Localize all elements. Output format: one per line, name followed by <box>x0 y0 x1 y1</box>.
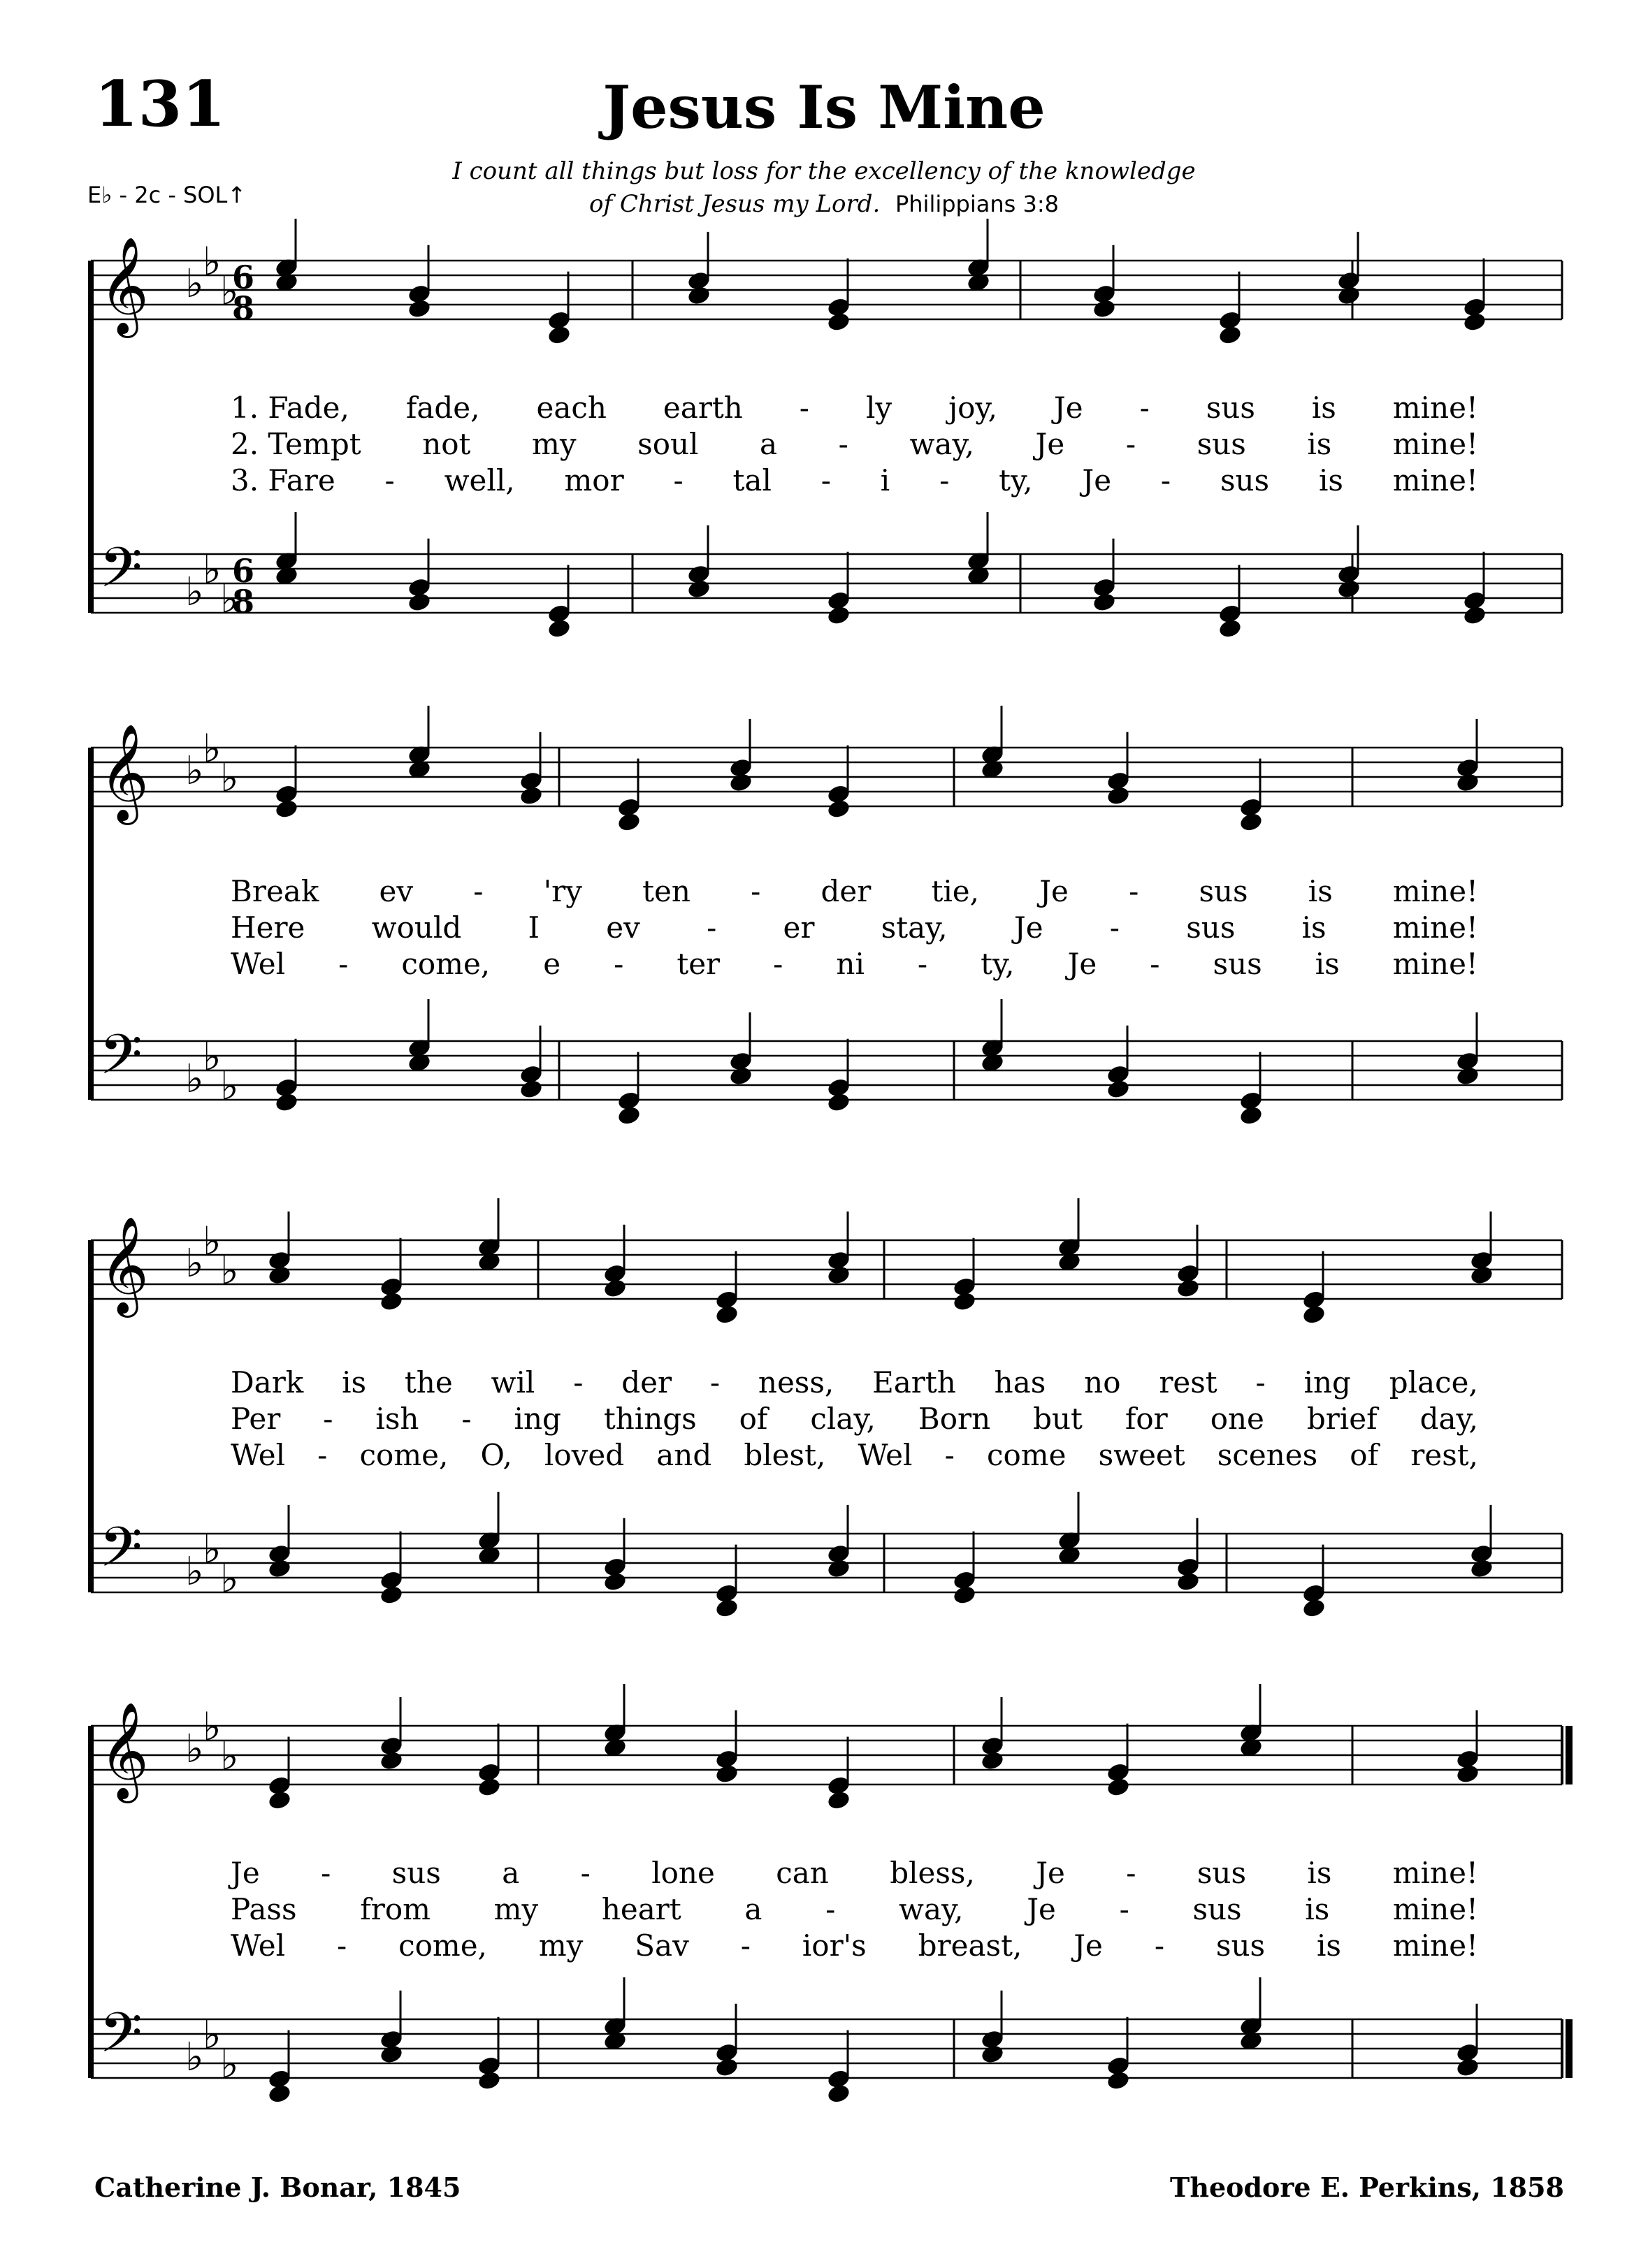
scripture-reference: Philippians 3:8 <box>895 191 1059 217</box>
lyric-syllable: well, <box>444 463 515 497</box>
lyric-syllable: sus <box>391 1856 441 1890</box>
syllable-hyphen: - <box>614 947 624 981</box>
lyric-syllable: mine! <box>1392 1856 1478 1890</box>
lyric-syllable: 3. Fare <box>231 463 335 497</box>
lyric-syllable: is <box>1301 910 1327 945</box>
time-signature-bottom: 8 <box>231 289 255 327</box>
notehead <box>1455 2056 1480 2078</box>
syllable-hyphen: - <box>917 947 928 981</box>
lyric-syllable: ty, <box>981 947 1015 981</box>
syllable-hyphen: - <box>707 910 717 945</box>
lyric-syllable: Je <box>1082 463 1112 497</box>
notehead <box>407 298 432 319</box>
bass-staff <box>91 512 1562 639</box>
syllable-hyphen: - <box>1126 1856 1136 1890</box>
syllable-hyphen: - <box>1154 1928 1165 1963</box>
lyric-syllable: Wel <box>231 1928 286 1963</box>
notehead <box>714 2056 739 2078</box>
lyric-syllable: breast, <box>918 1928 1022 1963</box>
lyric-line <box>231 1438 1478 1472</box>
lyric-syllable: Je <box>1013 910 1043 945</box>
syllable-hyphen: - <box>838 427 848 461</box>
notehead <box>686 578 711 599</box>
bass-staff <box>91 999 1562 1126</box>
lyric-syllable: way, <box>899 1892 964 1926</box>
syllable-hyphen: - <box>799 391 809 425</box>
notehead <box>728 771 753 793</box>
flat-icon: ♭ <box>203 239 222 285</box>
lyric-syllable: Je <box>1027 1892 1056 1926</box>
lyric-syllable: come, <box>401 947 491 981</box>
notehead <box>267 1557 292 1579</box>
lyric-syllable: sus <box>1213 947 1262 981</box>
bass-clef-icon: 𝄢 <box>99 535 143 613</box>
lyric-syllable: has <box>994 1365 1046 1400</box>
notehead <box>826 311 851 333</box>
lyric-syllable: for <box>1125 1402 1168 1436</box>
flat-icon: ♭ <box>203 1219 222 1265</box>
lyric-syllable: way, <box>909 427 974 461</box>
lyric-syllable: is <box>1308 874 1333 908</box>
notehead <box>1455 1763 1480 1784</box>
notehead <box>1469 1557 1494 1579</box>
syllable-hyphen: - <box>384 463 395 497</box>
lyric-syllable: sus <box>1192 1892 1242 1926</box>
lyric-syllable: mine! <box>1392 1892 1478 1926</box>
lyric-syllable: bless, <box>890 1856 975 1890</box>
lyric-syllable: a <box>760 427 778 461</box>
lyric-syllable: ev <box>379 874 414 908</box>
flat-icon: ♭ <box>203 2012 222 2058</box>
lyric-syllable: heart <box>601 1892 681 1926</box>
syllable-hyphen: - <box>821 463 831 497</box>
flat-icon: ♭ <box>203 547 222 593</box>
flat-icon: ♭ <box>203 1034 222 1080</box>
notehead <box>1469 1264 1494 1286</box>
lyric-syllable: place, <box>1389 1365 1478 1400</box>
syllable-hyphen: - <box>825 1892 836 1926</box>
epigraph-text-1: I count all things but loss for the excellency of the knowledge <box>452 157 1196 185</box>
epigraph-line-1 <box>0 159 1648 183</box>
lyric-syllable: is <box>1305 1892 1330 1926</box>
flat-icon: ♭ <box>203 726 222 772</box>
syllable-hyphen: - <box>336 1928 347 1963</box>
lyric-syllable: ish <box>375 1402 419 1436</box>
lyric-syllable: 1. Fade, <box>231 391 349 425</box>
lyric-syllable: of <box>739 1402 768 1436</box>
lyric-syllable: lone <box>651 1856 715 1890</box>
notehead <box>267 1264 292 1286</box>
lyric-syllable: sus <box>1199 874 1248 908</box>
notehead <box>1336 284 1361 306</box>
lyric-syllable: things <box>603 1402 697 1436</box>
notehead <box>519 785 544 806</box>
bass-staff <box>91 1977 1562 2105</box>
syllable-hyphen: - <box>461 1402 472 1436</box>
lyric-syllable: mor <box>564 463 624 497</box>
notehead <box>826 798 851 820</box>
syllable-hyphen: - <box>317 1438 328 1472</box>
notehead <box>379 1750 404 1771</box>
lyric-syllable: ness, <box>758 1365 834 1400</box>
notehead <box>1336 578 1361 599</box>
lyric-syllable: Dark <box>231 1365 304 1400</box>
syllable-hyphen: - <box>740 1928 751 1963</box>
lyric-syllable: sus <box>1197 427 1246 461</box>
notehead <box>1106 785 1131 806</box>
epigraph-text-2: of Christ Jesus my Lord. <box>589 190 881 218</box>
lyric-line <box>231 1856 1478 1890</box>
lyric-syllable: 2. Tempt <box>231 427 361 461</box>
bass-clef-icon: 𝄢 <box>99 2000 143 2079</box>
treble-staff <box>91 219 1562 346</box>
treble-staff <box>91 1198 1562 1325</box>
notehead <box>952 1584 977 1606</box>
lyric-syllable: come, <box>398 1928 487 1963</box>
lyric-line <box>231 1892 1478 1926</box>
treble-clef-icon: 𝄞 <box>99 1216 149 1314</box>
lyric-syllable: ing <box>1303 1365 1351 1400</box>
syllable-hyphen: - <box>321 1856 331 1890</box>
lyric-syllable: brief <box>1306 1402 1378 1436</box>
lyric-line <box>231 910 1478 945</box>
lyric-syllable: would <box>371 910 462 945</box>
notehead <box>826 1091 851 1113</box>
syllable-hyphen: - <box>1150 947 1160 981</box>
notehead <box>826 2083 851 2105</box>
lyric-syllable: is <box>1307 1856 1332 1890</box>
notehead <box>602 1571 628 1592</box>
flat-icon: ♭ <box>203 1704 222 1750</box>
lyric-syllable: joy, <box>948 391 997 425</box>
notehead <box>1092 298 1117 319</box>
lyric-syllable: ter <box>677 947 721 981</box>
music-credit: Theodore E. Perkins, 1858 <box>1170 2172 1564 2203</box>
lyric-syllable: rest, <box>1410 1438 1478 1472</box>
syllable-hyphen: - <box>944 1438 955 1472</box>
flat-icon: ♭ <box>220 755 239 801</box>
lyric-syllable: of <box>1350 1438 1379 1472</box>
notehead <box>1106 1776 1131 1798</box>
lyric-syllable: e <box>543 947 561 981</box>
flat-icon: ♭ <box>185 1241 204 1286</box>
epigraph-line-2 <box>0 192 1648 216</box>
treble-clef-icon: 𝄞 <box>99 724 149 821</box>
syllable-hyphen: - <box>1139 391 1150 425</box>
syllable-hyphen: - <box>338 947 349 981</box>
notehead <box>1462 604 1487 626</box>
lyric-syllable: Je <box>1067 947 1097 981</box>
lyric-syllable: Break <box>231 874 319 908</box>
notehead <box>826 1557 851 1579</box>
lyric-syllable: ev <box>606 910 640 945</box>
lyric-syllable: from <box>360 1892 431 1926</box>
lyric-syllable: mine! <box>1392 1928 1478 1963</box>
lyric-syllable: Wel <box>231 1438 286 1472</box>
lyric-syllable: mine! <box>1392 427 1478 461</box>
lyric-syllable: der <box>621 1365 672 1400</box>
flat-icon: ♭ <box>220 1248 239 1294</box>
lyric-syllable: one <box>1210 1402 1264 1436</box>
lyric-syllable: Earth <box>872 1365 956 1400</box>
notehead <box>379 1584 404 1606</box>
syllable-hyphen: - <box>709 1365 721 1400</box>
notehead <box>547 324 572 346</box>
lyric-line <box>231 1365 1478 1400</box>
lyric-syllable: Per <box>231 1402 281 1436</box>
lyric-syllable: come, <box>359 1438 449 1472</box>
flat-icon: ♭ <box>220 576 239 623</box>
time-signature-top: 6 <box>231 259 255 296</box>
lyric-syllable: er <box>783 910 815 945</box>
lyric-syllable: sus <box>1186 910 1236 945</box>
lyric-syllable: O, <box>480 1438 512 1472</box>
lyric-syllable: each <box>536 391 607 425</box>
notehead <box>616 1105 642 1126</box>
lyric-syllable: clay, <box>810 1402 876 1436</box>
syllable-hyphen: - <box>1255 1365 1266 1400</box>
notehead <box>602 1277 628 1299</box>
lyric-syllable: but <box>1033 1402 1083 1436</box>
lyric-syllable: soul <box>637 427 699 461</box>
notehead <box>952 1291 977 1312</box>
lyric-syllable: 'ry <box>543 874 582 908</box>
notehead <box>1301 1597 1327 1619</box>
lyric-syllable: I <box>528 910 540 945</box>
notehead <box>1462 311 1487 333</box>
lyric-syllable: Sav <box>635 1928 689 1963</box>
lyric-syllable: mine! <box>1392 391 1478 425</box>
syllable-hyphen: - <box>473 874 484 908</box>
flat-icon: ♭ <box>185 1727 204 1772</box>
notehead <box>714 1763 739 1784</box>
notehead <box>267 1789 292 1811</box>
lyric-syllable: ly <box>865 391 892 425</box>
words-credit: Catherine J. Bonar, 1845 <box>94 2172 461 2203</box>
syllable-hyphen: - <box>1109 910 1120 945</box>
syllable-hyphen: - <box>751 874 761 908</box>
lyric-syllable: tie, <box>931 874 980 908</box>
lyric-syllable: is <box>1317 1928 1341 1963</box>
notehead <box>1106 1078 1131 1100</box>
syllable-hyphen: - <box>1119 1892 1129 1926</box>
notehead <box>714 1304 739 1325</box>
notehead <box>826 604 851 626</box>
flat-icon: ♭ <box>220 1733 239 1780</box>
notehead <box>1106 2070 1131 2091</box>
lyric-syllable: a <box>502 1856 520 1890</box>
syllable-hyphen: - <box>323 1402 333 1436</box>
flat-icon: ♭ <box>185 261 204 307</box>
lyric-line <box>231 427 1478 461</box>
lyric-syllable: is <box>342 1365 367 1400</box>
treble-staff <box>91 706 1562 833</box>
flat-icon: ♭ <box>220 1556 239 1602</box>
lyric-syllable: mine! <box>1392 947 1478 981</box>
lyric-syllable: not <box>422 427 471 461</box>
notehead <box>274 1091 299 1113</box>
notehead <box>1176 1571 1201 1592</box>
lyric-syllable: my <box>532 427 577 461</box>
notehead <box>1301 1304 1327 1325</box>
lyric-syllable: no <box>1084 1365 1121 1400</box>
notehead <box>686 284 711 306</box>
lyric-syllable: mine! <box>1392 910 1478 945</box>
lyric-syllable: my <box>538 1928 584 1963</box>
notehead <box>1238 811 1264 833</box>
syllable-hyphen: - <box>1129 874 1139 908</box>
syllable-hyphen: - <box>939 463 950 497</box>
lyric-line <box>231 874 1478 908</box>
lyric-syllable: sus <box>1215 1928 1266 1963</box>
lyric-syllable: is <box>1315 947 1340 981</box>
syllable-hyphen: - <box>773 947 783 981</box>
lyric-syllable: mine! <box>1392 874 1478 908</box>
lyric-syllable: ten <box>642 874 691 908</box>
notehead <box>826 1789 851 1811</box>
lyric-syllable: the <box>404 1365 453 1400</box>
notehead <box>1238 1105 1264 1126</box>
syllable-hyphen: - <box>580 1856 591 1890</box>
hymn-number: 131 <box>94 67 226 141</box>
notehead <box>1217 324 1243 346</box>
lyric-syllable: Pass <box>231 1892 297 1926</box>
lyric-syllable: earth <box>663 391 743 425</box>
lyric-syllable: Je <box>1053 391 1083 425</box>
lyric-line <box>231 393 1478 423</box>
lyric-line <box>231 463 1478 497</box>
lyric-syllable: ty, <box>999 463 1033 497</box>
flat-icon: ♭ <box>220 1063 239 1110</box>
lyric-syllable: ing <box>514 1402 561 1436</box>
lyric-syllable: sus <box>1220 463 1270 497</box>
notehead <box>379 1291 404 1312</box>
lyric-syllable: rest <box>1159 1365 1217 1400</box>
notehead <box>1455 771 1480 793</box>
bass-clef-icon: 𝄢 <box>99 1022 143 1100</box>
notehead <box>1176 1277 1201 1299</box>
lyric-syllable: i <box>880 463 890 497</box>
time-signature-bottom: 8 <box>231 583 255 620</box>
lyric-syllable: der <box>821 874 872 908</box>
flat-icon: ♭ <box>185 1056 204 1102</box>
lyric-syllable: is <box>1311 391 1336 425</box>
flat-icon: ♭ <box>185 569 204 615</box>
notehead <box>379 2043 404 2065</box>
lyric-syllable: day, <box>1419 1402 1478 1436</box>
flat-icon: ♭ <box>220 2042 239 2088</box>
lyric-syllable: Je <box>1035 427 1065 461</box>
treble-staff <box>91 1684 1562 1811</box>
lyric-syllable: Here <box>231 910 305 945</box>
lyric-syllable: Wel <box>231 947 286 981</box>
lyric-syllable: fade, <box>405 391 480 425</box>
treble-clef-icon: 𝄞 <box>99 237 149 334</box>
lyric-syllable: and <box>656 1438 712 1472</box>
lyric-syllable: is <box>1318 463 1343 497</box>
lyric-syllable: my <box>493 1892 539 1926</box>
notehead <box>407 591 432 613</box>
flat-icon: ♭ <box>203 1527 222 1573</box>
lyric-syllable: Wel <box>858 1438 913 1472</box>
lyric-syllable: sus <box>1206 391 1255 425</box>
hymn-title: Jesus Is Mine <box>602 73 1046 142</box>
lyric-syllable: a <box>744 1892 762 1926</box>
lyric-syllable: Je <box>1039 874 1069 908</box>
flat-icon: ♭ <box>185 748 204 794</box>
lyric-syllable: Je <box>1074 1928 1103 1963</box>
notehead <box>714 1597 739 1619</box>
bass-clef-icon: 𝄢 <box>99 1515 143 1593</box>
lyric-syllable: scenes <box>1217 1438 1318 1472</box>
notehead <box>980 1750 1005 1771</box>
lyric-syllable: can <box>776 1856 829 1890</box>
lyric-syllable: ni <box>836 947 865 981</box>
lyric-syllable: wil <box>491 1365 535 1400</box>
lyric-syllable: loved <box>544 1438 625 1472</box>
notehead <box>1455 1065 1480 1086</box>
lyric-syllable: ior's <box>802 1928 867 1963</box>
lyric-syllable: blest, <box>744 1438 826 1472</box>
bass-staff <box>91 1492 1562 1619</box>
lyric-line <box>231 947 1478 981</box>
notehead <box>274 798 299 820</box>
lyric-syllable: sus <box>1197 1856 1247 1890</box>
syllable-hyphen: - <box>1160 463 1171 497</box>
lyric-line <box>231 1404 1478 1434</box>
notehead <box>980 2043 1005 2065</box>
syllable-hyphen: - <box>1125 427 1136 461</box>
flat-icon: ♭ <box>185 2035 204 2080</box>
flat-icon: ♭ <box>185 1549 204 1594</box>
notehead <box>826 1264 851 1286</box>
flat-icon: ♭ <box>220 268 239 314</box>
notehead <box>616 811 642 833</box>
notehead <box>728 1065 753 1086</box>
lyric-syllable: Je <box>231 1856 260 1890</box>
lyric-syllable: stay, <box>881 910 948 945</box>
syllable-hyphen: - <box>573 1365 584 1400</box>
treble-clef-icon: 𝄞 <box>99 1702 149 1799</box>
notehead <box>477 1776 502 1798</box>
time-signature-top: 6 <box>231 552 255 590</box>
lyric-syllable: mine! <box>1392 463 1478 497</box>
notehead <box>1217 618 1243 639</box>
notehead <box>267 2083 292 2105</box>
notehead <box>477 2070 502 2091</box>
key-info: E♭ - 2c - SOL↑ <box>87 182 247 208</box>
lyric-syllable: come <box>986 1438 1067 1472</box>
lyric-syllable: is <box>1307 427 1332 461</box>
lyric-syllable: sweet <box>1098 1438 1185 1472</box>
notehead <box>547 618 572 639</box>
lyric-syllable: tal <box>732 463 772 497</box>
syllable-hyphen: - <box>673 463 684 497</box>
notehead <box>1092 591 1117 613</box>
lyric-line <box>231 1928 1478 1963</box>
lyric-syllable: Born <box>918 1402 991 1436</box>
notehead <box>519 1078 544 1100</box>
lyric-syllable: Je <box>1036 1856 1065 1890</box>
